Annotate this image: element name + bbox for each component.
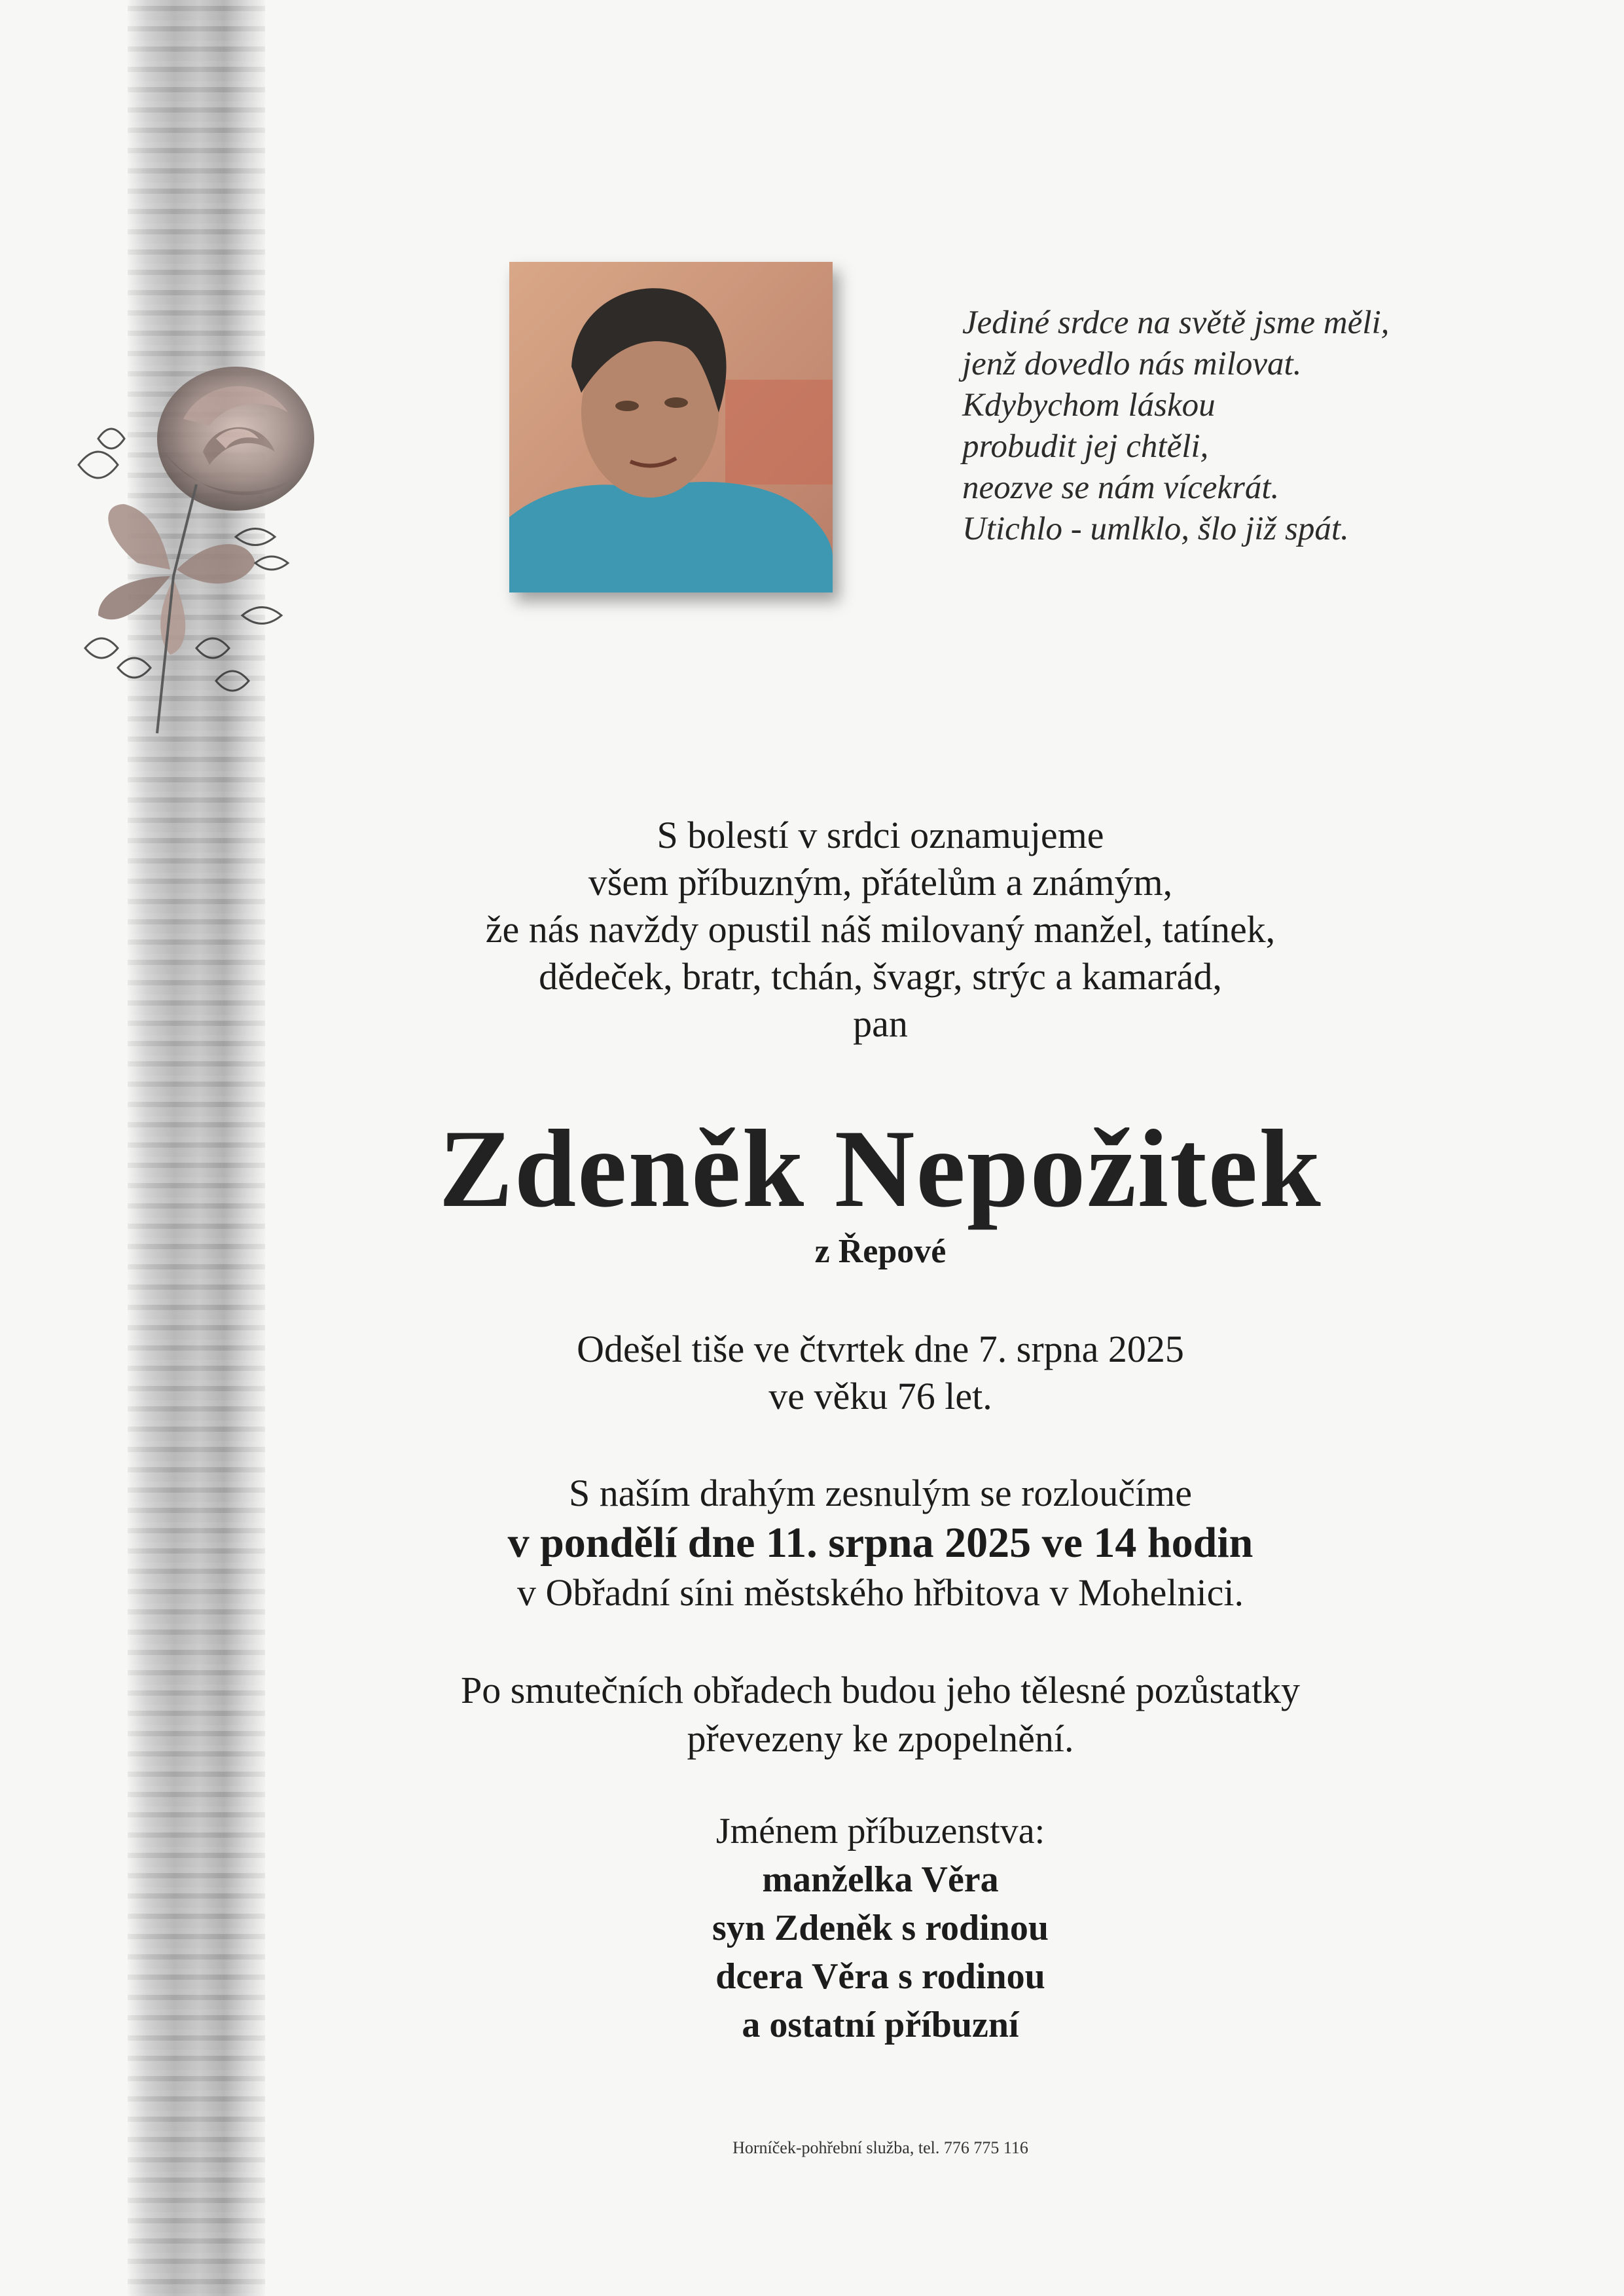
death-info-line: Odešel tiše ve čtvrtek dne 7. srpna 2025 bbox=[577, 1328, 1184, 1370]
poem-line: Utichlo - umlklo, šlo již spát. bbox=[962, 511, 1349, 547]
poem-line: Kdybychom láskou bbox=[962, 387, 1216, 424]
intro-line: všem příbuzným, přátelům a známým, bbox=[588, 861, 1173, 903]
intro-line: pan bbox=[853, 1002, 908, 1045]
death-info-line: ve věku 76 let. bbox=[768, 1375, 992, 1417]
family-heading: Jménem příbuzenstva: bbox=[715, 1811, 1045, 1851]
deceased-origin: z Řepové bbox=[814, 1233, 947, 1270]
poem-line: neozve se nám vícekrát. bbox=[962, 469, 1280, 506]
poem bbox=[962, 302, 1499, 550]
announcement-intro bbox=[288, 812, 1473, 1048]
family-member: syn Zdeněk s rodinou bbox=[712, 1908, 1049, 1948]
farewell-date-time: v pondělí dne 11. srpna 2025 ve 14 hodin bbox=[507, 1519, 1254, 1567]
poem-line: Jediné srdce na světě jsme měli, bbox=[962, 304, 1390, 341]
family-member: dcera Věra s rodinou bbox=[715, 1956, 1045, 1997]
remains-line: převezeny ke zpopelnění. bbox=[687, 1717, 1074, 1760]
portrait-photo bbox=[509, 262, 833, 592]
family-signature bbox=[288, 1807, 1473, 2049]
deceased-name: Zdeněk Nepožitek bbox=[439, 1107, 1322, 1230]
family-member: a ostatní příbuzní bbox=[742, 2005, 1019, 2045]
funeral-service-footer: Horníček-pohřební služba, tel. 776 775 116 bbox=[732, 2138, 1028, 2157]
farewell-info bbox=[288, 1470, 1473, 1616]
intro-line: že nás navždy opustil náš milovaný manžel, tatínek, bbox=[485, 908, 1276, 951]
farewell-place: v Obřadní síni městského hřbitova v Mohelnici. bbox=[517, 1571, 1244, 1614]
remains-line: Po smutečních obřadech budou jeho tělesné pozůstatky bbox=[460, 1669, 1301, 1711]
intro-line: S bolestí v srdci oznamujeme bbox=[657, 814, 1104, 856]
intro-line: dědeček, bratr, tchán, švagr, strýc a kamarád, bbox=[539, 955, 1222, 998]
remains-info bbox=[288, 1666, 1473, 1763]
death-info bbox=[288, 1326, 1473, 1420]
family-member: manželka Věra bbox=[762, 1859, 999, 1900]
poem-line: probudit jej chtěli, bbox=[962, 428, 1209, 465]
farewell-intro: S naším drahým zesnulým se rozloučíme bbox=[569, 1472, 1192, 1514]
poem-line: jenž dovedlo nás milovat. bbox=[962, 346, 1302, 382]
rose-illustration bbox=[39, 340, 380, 759]
